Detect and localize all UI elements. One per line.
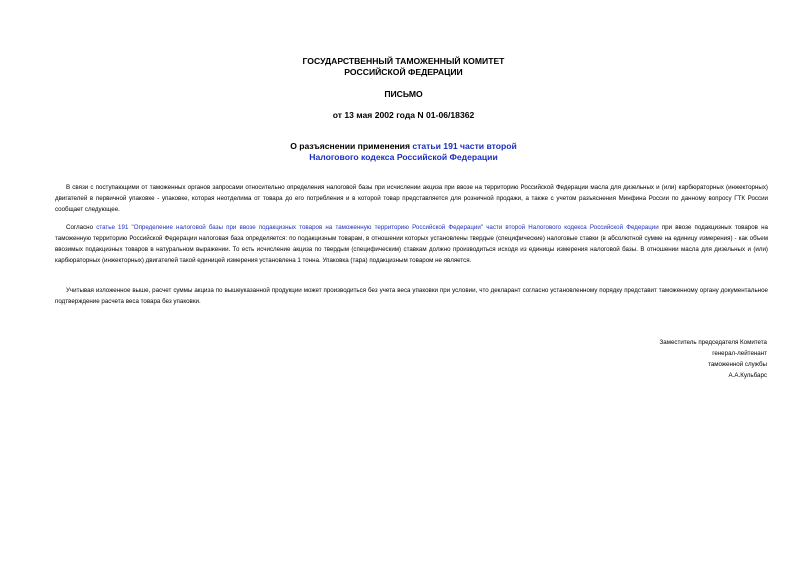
issuing-organization — [0, 56, 807, 78]
document-subject — [0, 141, 807, 163]
signatory-service: таможенной службы — [708, 361, 767, 368]
signatory-name: А.А.Кульбарс — [728, 372, 767, 379]
paragraph-2-prefix: Согласно — [66, 224, 97, 231]
org-line-1: ГОСУДАРСТВЕННЫЙ ТАМОЖЕННЫЙ КОМИТЕТ — [302, 56, 505, 66]
signatory-rank: генерал-лейтенант — [712, 350, 767, 357]
signature-block — [660, 337, 767, 381]
paragraph-2-rest: при ввозе подакцизных товаров на таможенную территорию Российской Федерации налоговая база определяется: по подакцизным товарам, в отношении которых установлены твердые (специфические) налоговые ставки (в абсолютной сумме на единицу измерения) - как объем ввозимых подакцизных товаров в натуральном выражении. То есть исчисление акциза по твердым (специфическим) ставкам должно производиться исходя из единицы измерения налоговой базы. В отношении масла для дизельных и (или) карбюраторных (инжекторных) двигателей такой единицей измерения установлена 1 тонна. Упаковка (тара) подакцизным товаром не является. — [55, 224, 768, 264]
subject-prefix: О разъяснении применения — [290, 141, 413, 151]
signatory-position: Заместитель председателя Комитета — [659, 339, 767, 346]
subject-link-article[interactable]: статьи 191 части второй — [412, 141, 517, 151]
paragraph-2 — [55, 222, 768, 266]
org-line-2: РОССИЙСКОЙ ФЕДЕРАЦИИ — [344, 67, 463, 77]
subject-link-code[interactable]: Налогового кодекса Российской Федерации — [309, 152, 498, 162]
paragraph-1: В связи с поступающими от таможенных органов запросами относительно определения налоговой базы при исчислении акциза при ввозе на территорию Российской Федерации масла для дизельных и (или) карбюраторных (инжекторных) двигателей в первичной упаковке - упаковке, которая неотделима от товара до его потребления и в которой товар представляется для розничной продажи, а также с учетом разъяснения Минфина России по данному вопросу ГТК России сообщает следующее. — [55, 184, 768, 213]
article-191-link[interactable]: статье 191 "Определение налоговой базы при ввозе подакцизных товаров на таможенную территорию Российской Федерации" части второй Налогового кодекса Российской Федерации — [96, 224, 659, 231]
document-date-number: от 13 мая 2002 года N 01-06/18362 — [332, 110, 475, 120]
document-type: ПИСЬМО — [384, 89, 423, 99]
paragraph-3: Учитывая изложенное выше, расчет суммы акциза по вышеуказанной продукции может производиться без учета веса упаковки при условии, что декларант согласно установленному порядку представит таможенному органу документальное подтверждение расчета веса товара без упаковки. — [55, 287, 768, 305]
